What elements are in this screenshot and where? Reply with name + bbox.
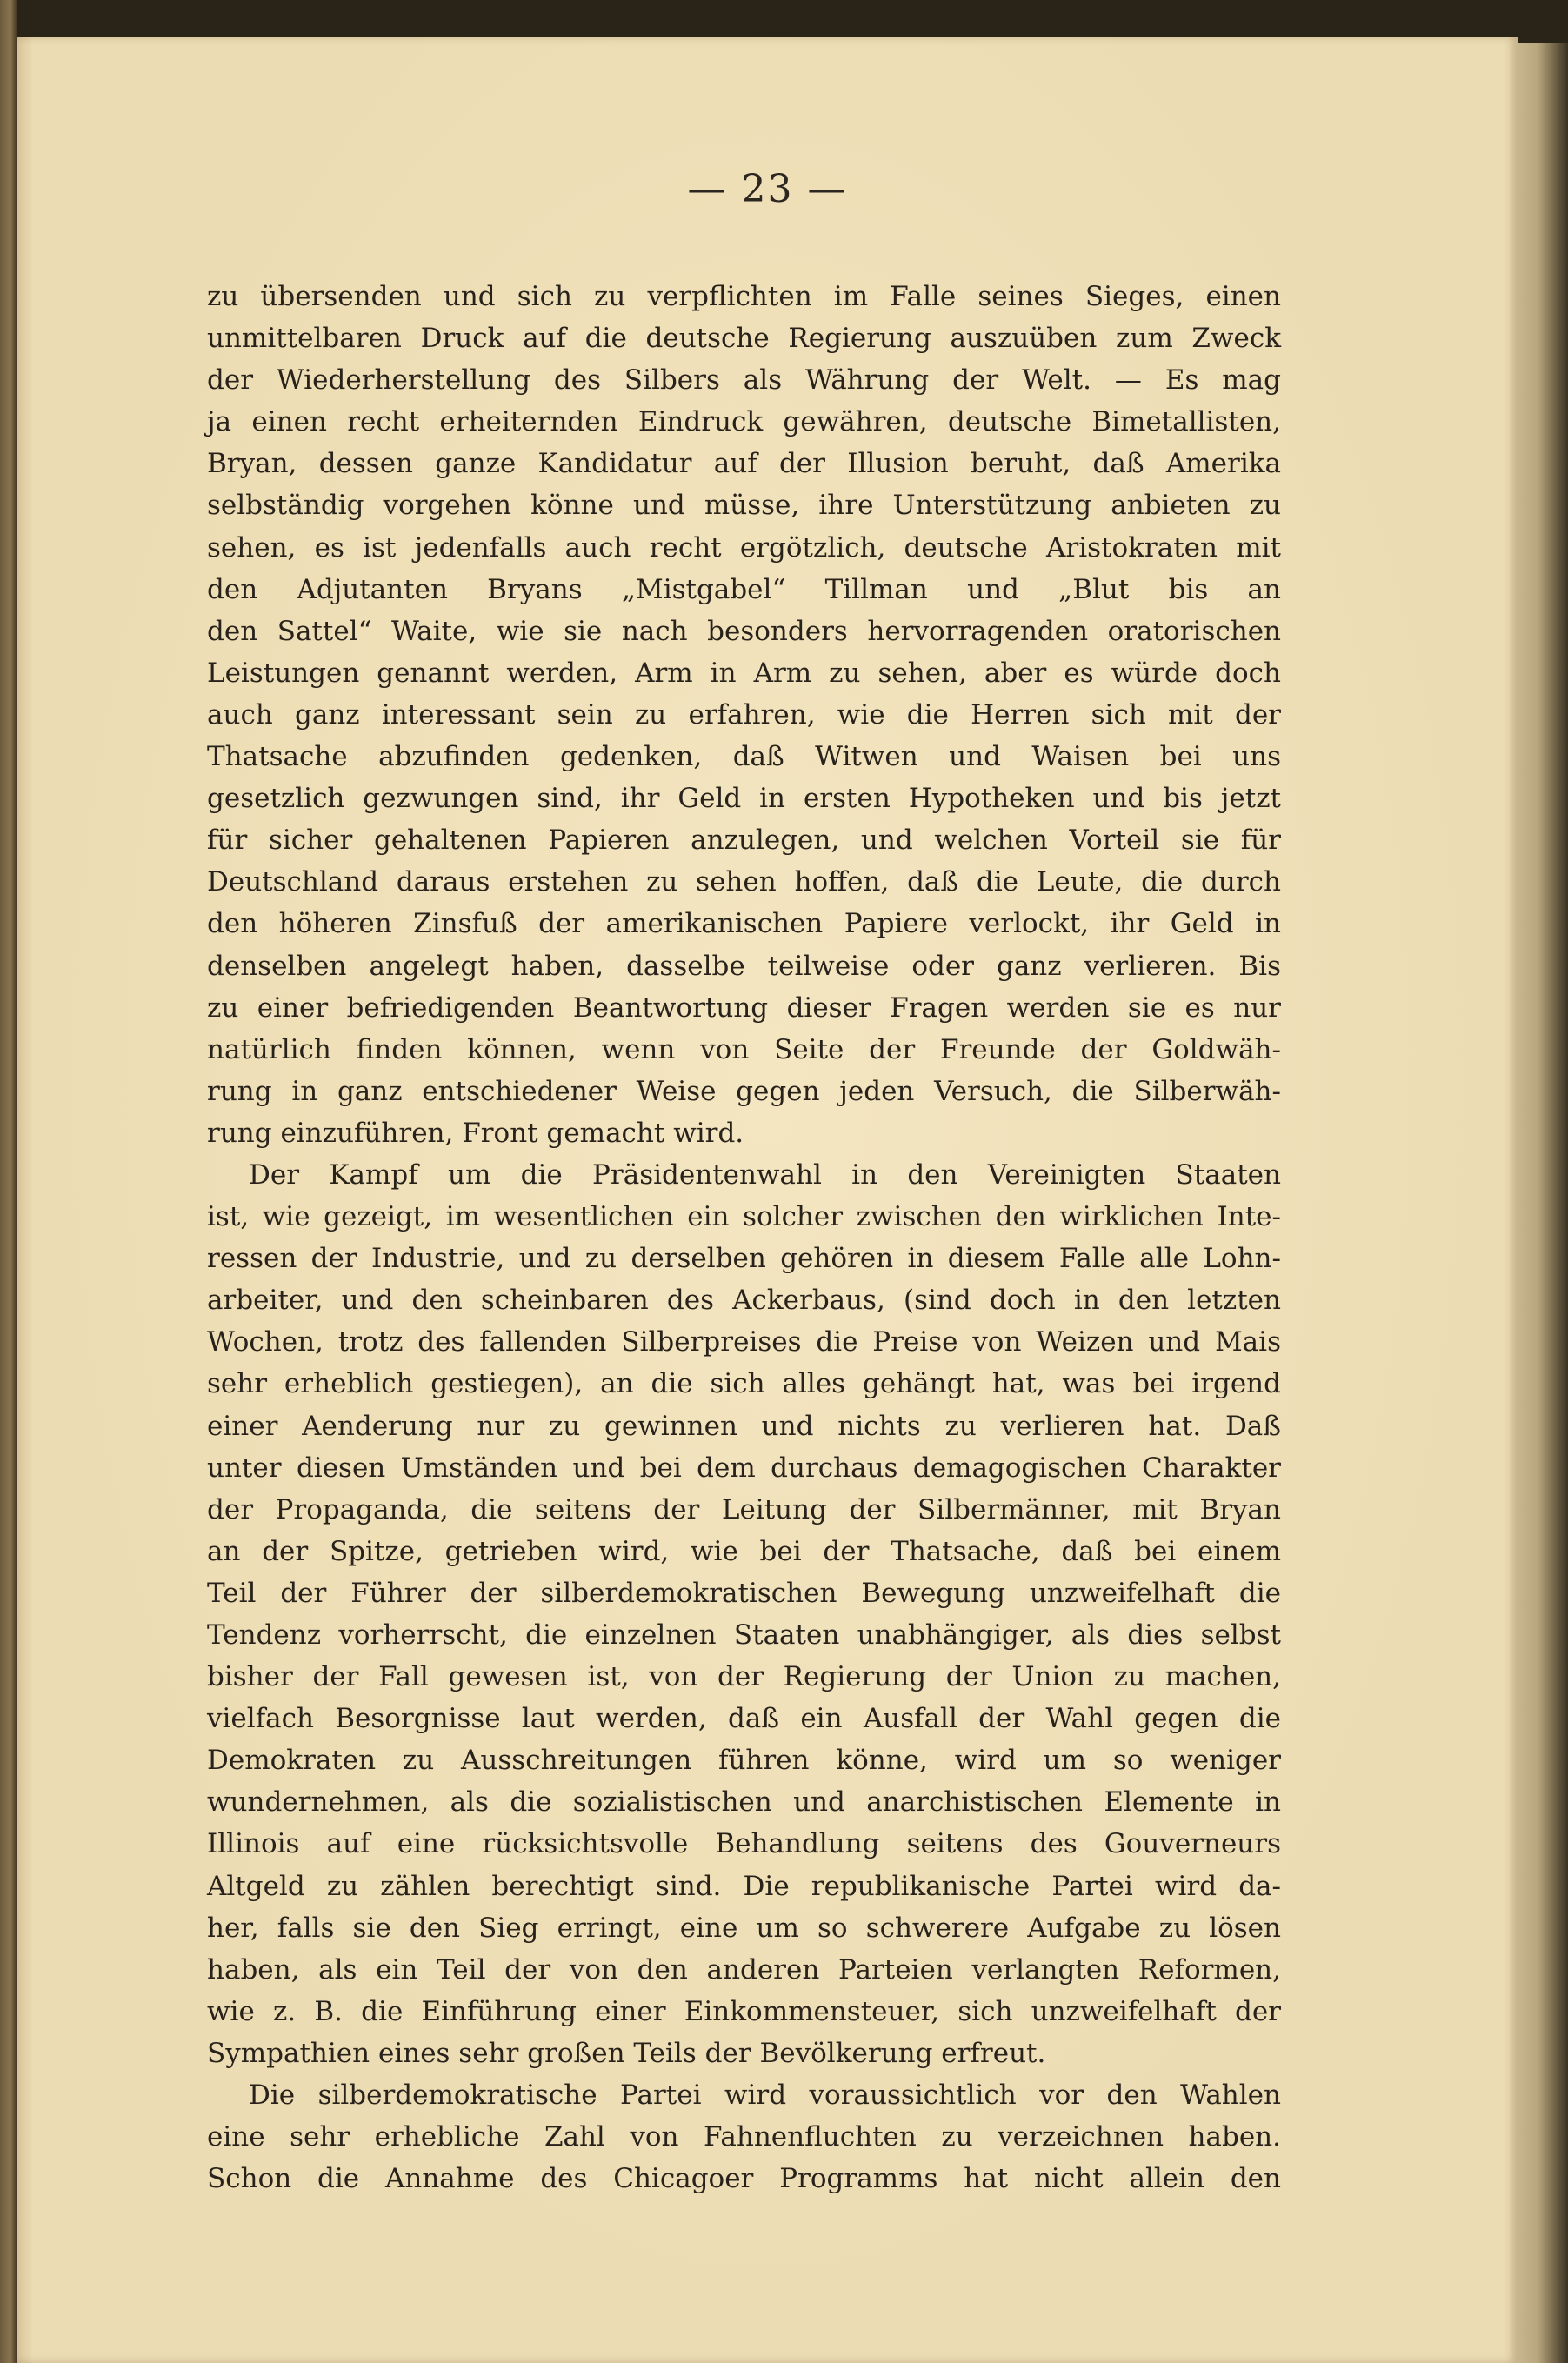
text-line: der Propaganda, die seitens der Leitung der Silbermänner, mit Bryan [207, 1493, 1281, 1525]
text-line: den höheren Zinsfuß der amerikanischen Papiere verlockt, ihr Geld in [207, 908, 1281, 940]
text-line: arbeiter, und den scheinbaren des Ackerbaus, (sind doch in den letzten [207, 1285, 1281, 1317]
text-line: zu einer befriedigenden Beantwortung dieser Fragen werden sie es nur [207, 991, 1281, 1024]
text-line: rung einzuführen, Front gemacht wird. [207, 1117, 744, 1149]
text-line: Der Kampf um die Präsidentenwahl in den Vereinigten Staaten [249, 1158, 1281, 1191]
text-line: ist, wie gezeigt, im wesentlichen ein solcher zwischen den wirklichen Inte- [207, 1201, 1281, 1233]
book-edge [1518, 43, 1568, 2363]
text-line: Illinois auf eine rücksichtsvolle Behandlung seitens des Gouverneurs [207, 1828, 1281, 1860]
text-line: Thatsache abzufinden gedenken, daß Witwen und Waisen bei uns [207, 741, 1281, 773]
text-line: für sicher gehaltenen Papieren anzulegen, und welchen Vorteil sie für [207, 824, 1281, 857]
text-line: gesetzlich gezwungen sind, ihr Geld in ersten Hypotheken und bis jetzt [207, 783, 1281, 815]
text-line: der Wiederherstellung des Silbers als Währung der Welt. — Es mag [207, 364, 1281, 397]
text-line: Deutschland daraus erstehen zu sehen hoffen, daß die Leute, die durch [207, 866, 1281, 898]
text-line: auch ganz interessant sein zu erfahren, wie die Herren sich mit der [207, 698, 1281, 731]
text-line: einer Aenderung nur zu gewinnen und nichts zu verlieren hat. Daß [207, 1410, 1281, 1442]
text-line: wie z. B. die Einführung einer Einkommensteuer, sich unzweifelhaft der [207, 1995, 1281, 2027]
text-line: Teil der Führer der silberdemokratischen Bewegung unzweifelhaft die [207, 1577, 1281, 1609]
text-line: ja einen recht erheiternden Eindruck gewähren, deutsche Bimetallisten, [207, 406, 1281, 438]
text-line: eine sehr erhebliche Zahl von Fahnenfluchten zu verzeichnen haben. [207, 2121, 1281, 2153]
text-line: den Adjutanten Bryans „Mistgabel“ Tillman und „Blut bis an [207, 573, 1281, 605]
text-line: rung in ganz entschiedener Weise gegen jeden Versuch, die Silberwäh- [207, 1075, 1281, 1107]
text-line: an der Spitze, getrieben wird, wie bei der Thatsache, daß bei einem [207, 1535, 1281, 1567]
body-text [207, 276, 1281, 2199]
text-line: Bryan, dessen ganze Kandidatur auf der Illusion beruht, daß Amerika [207, 448, 1281, 480]
text-line: zu übersenden und sich zu verpflichten im Falle seines Sieges, einen [207, 281, 1281, 312]
text-line: wundernehmen, als die sozialistischen und anarchistischen Elemente in [207, 1786, 1281, 1819]
text-line: sehen, es ist jedenfalls auch recht ergötzlich, deutsche Aristokraten mit [207, 531, 1281, 564]
text-line: sehr erheblich gestiegen), an die sich alles gehängt hat, was bei irgend [207, 1368, 1281, 1400]
text-line: haben, als ein Teil der von den anderen Parteien verlangten Reformen, [207, 1953, 1281, 1986]
text-line: ressen der Industrie, und zu derselben gehören in diesem Falle alle Lohn- [207, 1243, 1281, 1275]
text-line: vielfach Besorgnisse laut werden, daß ein Ausfall der Wahl gegen die [207, 1703, 1281, 1735]
text-line: natürlich finden können, wenn von Seite der Freunde der Goldwäh- [207, 1033, 1281, 1065]
binding-edge [0, 0, 17, 2363]
text-line: Wochen, trotz des fallenden Silberpreises die Preise von Weizen und Mais [207, 1326, 1281, 1358]
text-line: unter diesen Umständen und bei dem durchaus demagogischen Charakter [207, 1452, 1281, 1484]
text-line: bisher der Fall gewesen ist, von der Regierung der Union zu machen, [207, 1661, 1281, 1693]
text-line: selbständig vorgehen könne und müsse, ihre Unterstützung anbieten zu [207, 490, 1281, 522]
text-line: her, falls sie den Sieg erringt, eine um so schwerere Aufgabe zu lösen [207, 1912, 1281, 1944]
text-line: Sympathien eines sehr großen Teils der Bevölkerung erfreut. [207, 2037, 1046, 2069]
text-line: denselben angelegt haben, dasselbe teilweise oder ganz verlieren. Bis [207, 950, 1281, 982]
text-line: Leistungen genannt werden, Arm in Arm zu sehen, aber es würde doch [207, 657, 1281, 689]
book-page [17, 37, 1518, 2363]
text-line: Demokraten zu Ausschreitungen führen könne, wird um so weniger [207, 1745, 1281, 1777]
page-number: — 23 — [687, 167, 848, 211]
text-line: Die silberdemokratische Partei wird voraussichtlich vor den Wahlen [249, 2079, 1281, 2112]
text-line: unmittelbaren Druck auf die deutsche Regierung auszuüben zum Zweck [207, 323, 1281, 355]
text-line: den Sattel“ Waite, wie sie nach besonders hervorragenden oratorischen [207, 615, 1281, 647]
text-line: Schon die Annahme des Chicagoer Programms hat nicht allein den [207, 2163, 1281, 2195]
text-line: Tendenz vorherrscht, die einzelnen Staaten unabhängiger, als dies selbst [207, 1619, 1281, 1651]
text-line: Altgeld zu zählen berechtigt sind. Die republikanische Partei wird da- [207, 1870, 1281, 1902]
